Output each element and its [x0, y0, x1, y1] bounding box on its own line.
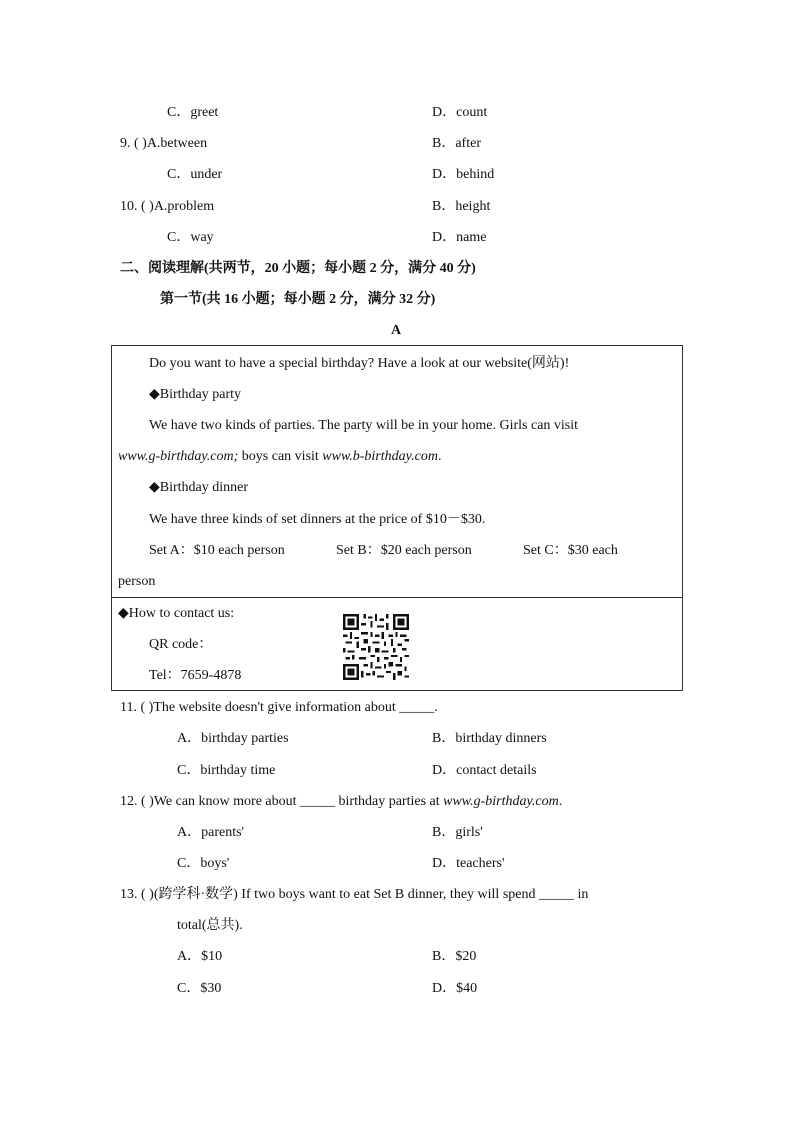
ad-tel: Tel：7659-4878: [149, 668, 242, 683]
q10-option-d: D．name: [432, 230, 487, 245]
ad-set-c-continued: person: [118, 574, 156, 589]
ad-party-urls: [118, 448, 441, 466]
q13-option-a: A．$10: [177, 949, 223, 964]
ad-intro: Do you want to have a special birthday? Have a look at our website(网站)!: [149, 356, 570, 371]
q9-stem: 9. ( )A.between: [120, 136, 208, 151]
q12-stem-text: 12. ( )We can know more about _____ birthday parties at: [120, 794, 444, 809]
q12-option-a: A．parents': [177, 825, 245, 840]
q8-option-d: D．count: [432, 105, 488, 120]
girls-website-url: www.g-birthday.com;: [118, 449, 239, 464]
q12-stem-end: .: [558, 794, 563, 809]
ad-dinner-heading: ◆Birthday dinner: [149, 480, 249, 495]
q13-option-b: B．$20: [432, 949, 477, 964]
q11-option-a: A．birthday parties: [177, 731, 289, 746]
q10-stem: 10. ( )A.problem: [120, 199, 215, 214]
ad-contact-heading: ◆How to contact us:: [118, 606, 235, 621]
ad-dinner-text: We have three kinds of set dinners at the price of $10－$30.: [149, 512, 486, 527]
q12-website-url: www.g-birthday.com: [443, 794, 559, 809]
section-title: 二、阅读理解(共两节，20 小题；每小题 2 分，满分 40 分): [120, 261, 476, 276]
section-subtitle: 第一节(共 16 小题；每小题 2 分，满分 32 分): [160, 292, 436, 307]
q12-option-d: D．teachers': [432, 856, 505, 871]
ad-qr-label: QR code：: [149, 637, 213, 652]
boys-website-url: www.b-birthday.com: [322, 449, 438, 464]
q11-option-b: B．birthday dinners: [432, 731, 547, 746]
q11-option-d: D．contact details: [432, 763, 537, 778]
q12-stem: [120, 793, 562, 811]
q11-option-c: C．birthday time: [177, 763, 276, 778]
passage-label: A: [391, 323, 402, 338]
q9-option-c: C．under: [167, 167, 223, 182]
ad-set-a: Set A：$10 each person: [149, 543, 285, 558]
ad-party-text-end: .: [437, 449, 442, 464]
q12-option-b: B．girls': [432, 825, 483, 840]
q13-stem: 13. ( )(跨学科·数学) If two boys want to eat Set B dinner, they will spend _____ in: [120, 887, 589, 902]
qr-code-icon: [343, 614, 409, 680]
advertisement-divider: [112, 597, 682, 598]
q8-option-c: C．greet: [167, 105, 219, 120]
q9-option-b: B．after: [432, 136, 481, 151]
q9-option-d: D．behind: [432, 167, 495, 182]
ad-party-text: We have two kinds of parties. The party will be in your home. Girls can visit: [149, 418, 579, 433]
q13-option-d: D．$40: [432, 981, 478, 996]
q13-stem-continued: total(总共).: [177, 918, 243, 933]
q11-stem: 11. ( )The website doesn't give information about _____.: [120, 700, 438, 715]
q10-option-c: C．way: [167, 230, 214, 245]
ad-set-b: Set B：$20 each person: [336, 543, 472, 558]
ad-party-text-boys: boys can visit: [238, 449, 323, 464]
q10-option-b: B．height: [432, 199, 491, 214]
q12-option-c: C．boys': [177, 856, 230, 871]
ad-set-c: Set C：$30 each: [523, 543, 618, 558]
ad-party-heading: ◆Birthday party: [149, 387, 242, 402]
q13-option-c: C．$30: [177, 981, 222, 996]
